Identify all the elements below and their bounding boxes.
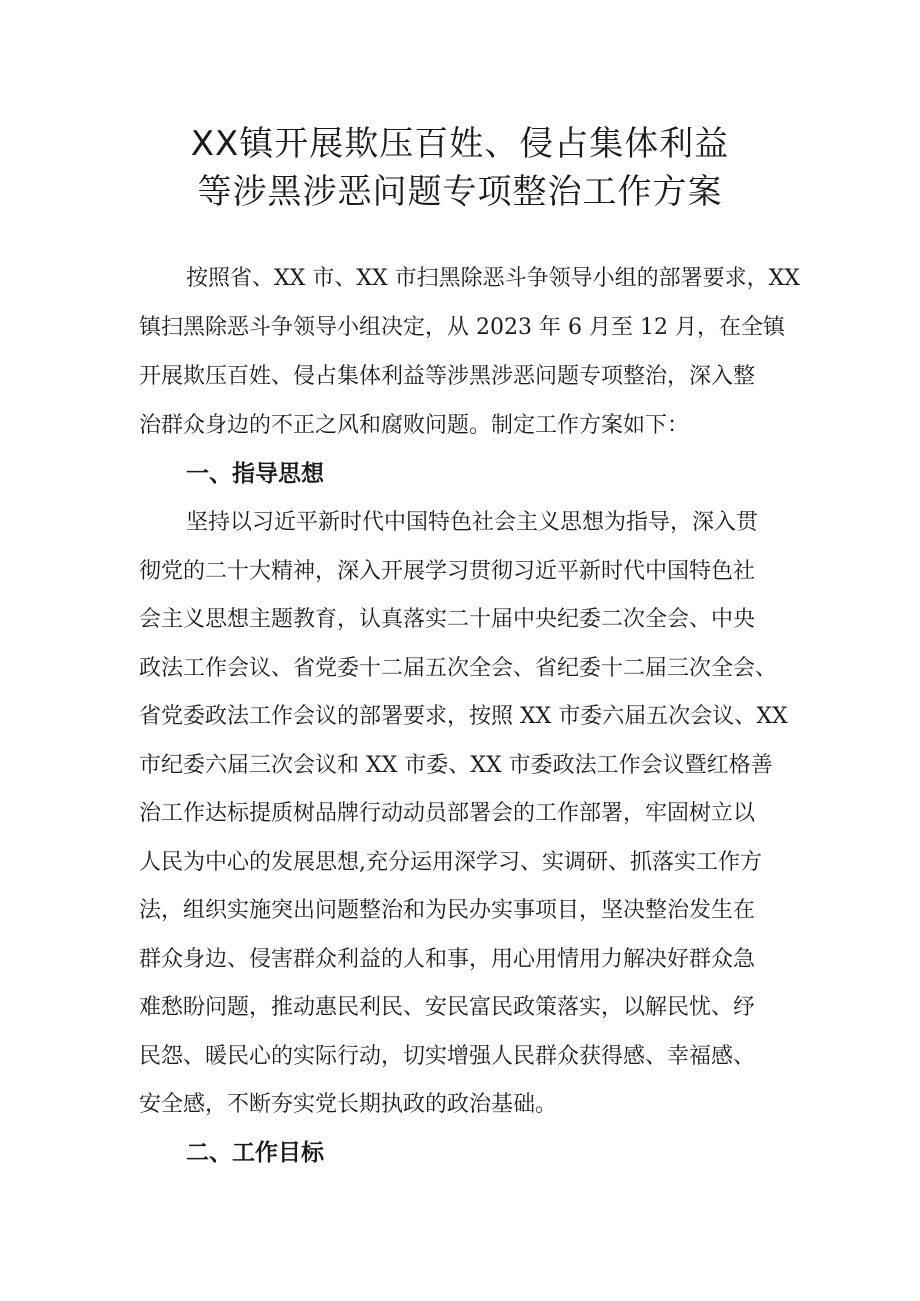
section-1-line: 安全感，不断夯实党长期执政的政治基础。 [139,1092,558,1117]
section-heading-work-goals: 二、工作目标 [186,1140,324,1166]
section-1-line: 治工作达标提质树品牌行动动员部署会的工作部署，牢固树立以 [139,801,756,826]
intro-line: 开展欺压百姓、侵占集体利益等涉黑涉恶问题专项整治，深入整 [139,364,756,389]
section-1-line: 民怨、暖民心的实际行动，切实增强人民群众获得感、幸福感、 [139,1044,756,1069]
intro-line: 镇扫黑除恶斗争领导小组决定，从 2023 年 6 月至 12 月，在全镇 [139,315,785,340]
intro-line: 按照省、XX 市、XX 市扫黑除恶斗争领导小组的部署要求，XX [186,266,800,291]
section-1-line: 会主义思想主题教育，认真落实二十届中央纪委二次全会、中央 [139,607,756,632]
section-1-line: 人民为中心的发展思想,充分运用深学习、实调研、抓落实工作方 [139,850,762,875]
section-heading-guiding-ideology: 一、指导思想 [186,461,324,487]
section-1-line: 难愁盼问题，推动惠民利民、安民富民政策落实，以解民忧、纾 [139,995,756,1020]
section-1-line: 市纪委六届三次会议和 XX 市委、XX 市委政法工作会议暨红格善 [139,753,773,778]
section-1-line: 政法工作会议、省党委十二届五次全会、省纪委十二届三次全会、 [139,656,778,681]
section-1-line: 彻党的二十大精神，深入开展学习贯彻习近平新时代中国特色社 [139,559,756,584]
section-1-line: 坚持以习近平新时代中国特色社会主义思想为指导，深入贯 [186,510,759,535]
document-title-line-2: 等涉黑涉恶问题专项整治工作方案 [197,172,723,212]
section-1-line: 法，组织实施突出问题整治和为民办实事项目，坚决整治发生在 [139,898,756,923]
document-title-line-1: XX镇开展欺压百姓、侵占集体利益 [190,124,730,164]
section-1-line: 省党委政法工作会议的部署要求，按照 XX 市委六届五次会议、XX [139,704,788,729]
intro-line: 治群众身边的不正之风和腐败问题。制定工作方案如下： [139,413,690,438]
section-1-line: 群众身边、侵害群众利益的人和事，用心用情用力解决好群众急 [139,947,756,972]
